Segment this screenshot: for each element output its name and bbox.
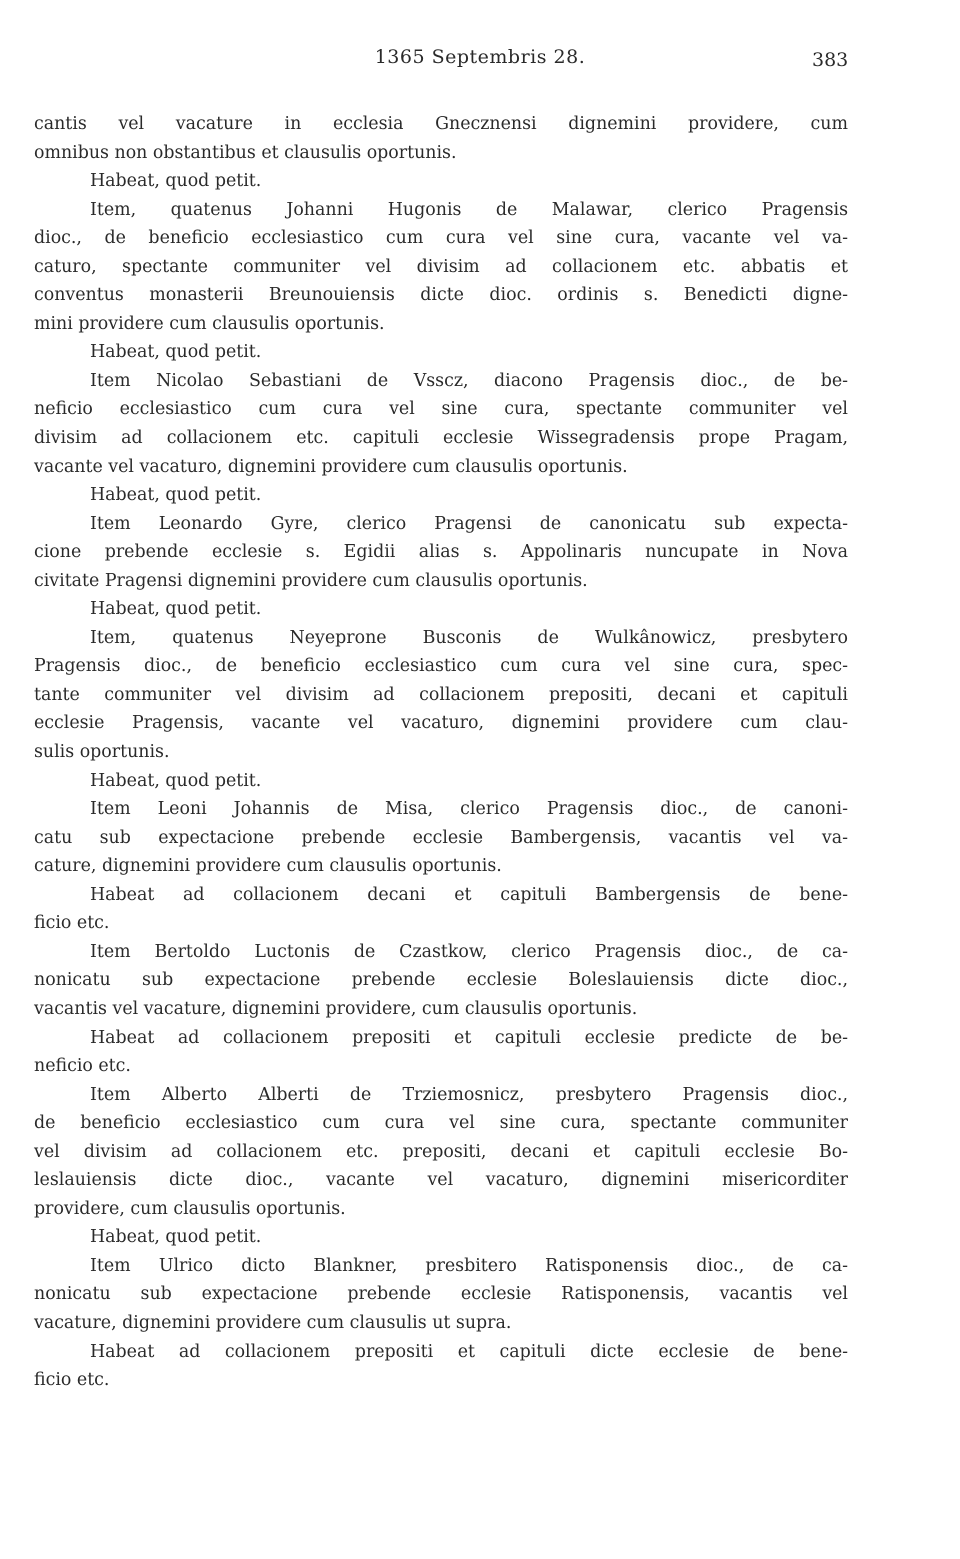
text-line: Item Ulrico dicto Blankner, presbitero Ratisponensis dioc., de ca-	[90, 1255, 848, 1276]
text-line: leslauiensis dicte dioc., vacante vel vacaturo, dignemini misericorditer	[34, 1170, 848, 1191]
text-line: Habeat, quod petit.	[90, 171, 262, 192]
page-number: 383	[812, 49, 849, 71]
text-line: cature, dignemini providere cum clausulis oportunis.	[34, 856, 502, 877]
text-line: tante communiter vel divisim ad collacionem prepositi, decani et capituli	[34, 684, 848, 705]
text-line: ficio etc.	[34, 1370, 110, 1391]
text-line: conventus monasterii Breunouiensis dicte dioc. ordinis s. Benedicti digne-	[34, 285, 848, 306]
text-line: divisim ad collacionem etc. capituli ecclesie Wissegradensis prope Pragam,	[34, 428, 848, 449]
header-date: 1365 Septembris 28.	[374, 46, 586, 68]
text-line: ficio etc.	[34, 913, 110, 934]
text-line: Habeat ad collacionem prepositi et capituli dicte ecclesie de bene-	[90, 1341, 848, 1362]
body-text	[34, 110, 848, 1395]
text-line: Item Leonardo Gyre, clerico Pragensi de canonicatu sub expecta-	[90, 513, 848, 534]
text-line: Habeat, quod petit.	[90, 770, 262, 791]
text-line: Item Bertoldo Luctonis de Czastkow, clerico Pragensis dioc., de ca-	[90, 941, 848, 962]
text-line: Habeat, quod petit.	[90, 599, 262, 620]
text-line: vacantis vel vacature, dignemini providere, cum clausulis oportunis.	[34, 998, 638, 1019]
text-line: vacante vel vacaturo, dignemini providere cum clausulis oportunis.	[34, 456, 628, 477]
text-line: Item, quatenus Neyeprone Busconis de Wulkânowicz, presbytero	[90, 627, 848, 648]
text-line: Item Nicolao Sebastiani de Vsscz, diacono Pragensis dioc., de be-	[90, 370, 848, 391]
text-line: Habeat, quod petit.	[90, 485, 262, 506]
text-line: cantis vel vacature in ecclesia Gnecznensi dignemini providere, cum	[34, 114, 848, 134]
text-line: cione prebende ecclesie s. Egidii alias s. Appolinaris nuncupate in Nova	[34, 542, 848, 563]
text-line: Item Leoni Johannis de Misa, clerico Pragensis dioc., de canoni-	[90, 799, 848, 820]
text-line: neficio etc.	[34, 1056, 131, 1077]
text-line: vel divisim ad collacionem etc. prepositi, decani et capituli ecclesie Bo-	[34, 1141, 848, 1162]
text-line: Habeat, quod petit.	[90, 1227, 262, 1248]
text-line: Item, quatenus Johanni Hugonis de Malawar, clerico Pragensis	[90, 199, 848, 220]
text-line: dioc., de beneficio ecclesiastico cum cura vel sine cura, vacante vel va-	[34, 228, 848, 249]
text-line: civitate Pragensi dignemini providere cum clausulis oportunis.	[34, 570, 588, 591]
text-line: Habeat ad collacionem prepositi et capituli ecclesie predicte de be-	[90, 1027, 848, 1048]
text-line: ecclesie Pragensis, vacante vel vacaturo, dignemini providere cum clau-	[34, 713, 848, 734]
text-line: catu sub expectacione prebende ecclesie Bambergensis, vacantis vel va-	[34, 827, 848, 848]
text-line: Habeat, quod petit.	[90, 342, 262, 363]
text-line: nonicatu sub expectacione prebende ecclesie Boleslauiensis dicte dioc.,	[34, 970, 848, 991]
text-line: providere, cum clausulis oportunis.	[34, 1198, 346, 1219]
text-line: sulis oportunis.	[34, 742, 170, 763]
text-line: de beneficio ecclesiastico cum cura vel sine cura, spectante communiter	[34, 1113, 848, 1134]
text-line: nonicatu sub expectacione prebende ecclesie Ratisponensis, vacantis vel	[34, 1284, 848, 1305]
text-line: mini providere cum clausulis oportunis.	[34, 313, 385, 334]
text-line: Pragensis dioc., de beneficio ecclesiastico cum cura vel sine cura, spec-	[34, 656, 848, 677]
text-line: omnibus non obstantibus et clausulis oportunis.	[34, 142, 457, 163]
text-line: vacature, dignemini providere cum clausulis ut supra.	[34, 1312, 512, 1333]
text-line: Item Alberto Alberti de Trziemosnicz, presbytero Pragensis dioc.,	[90, 1084, 848, 1105]
running-head	[0, 46, 960, 76]
text-line: Habeat ad collacionem decani et capituli Bambergensis de bene-	[90, 884, 848, 905]
text-line: caturo, spectante communiter vel divisim ad collacionem etc. abbatis et	[34, 256, 848, 277]
text-line: neficio ecclesiastico cum cura vel sine cura, spectante communiter vel	[34, 399, 848, 420]
